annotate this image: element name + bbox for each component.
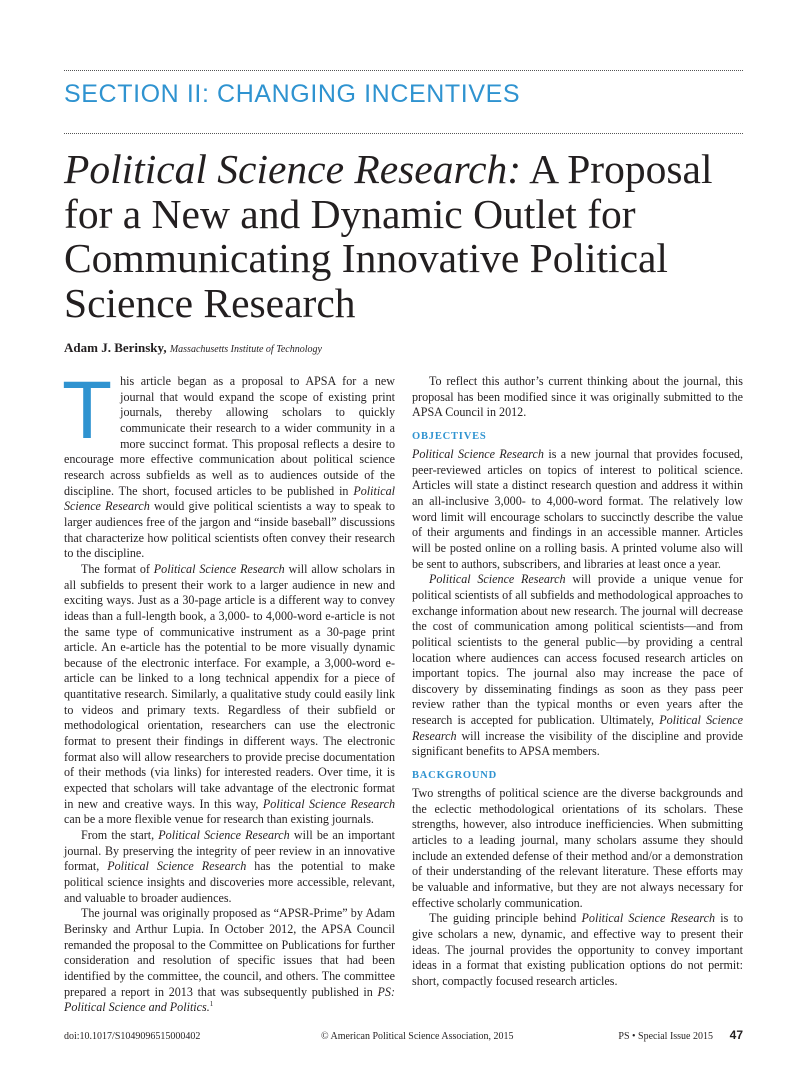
text-run: Two strengths of political science are the diverse backgrounds and the eclectic methodological orientations of its scholars. These strengths, however, also introduce inefficiencies. When submitting articles to a leading journal, many scholars assume they should include an extended defense of their method and/or a demonstration of their understanding of the relevant literature. These efforts may be valuable and informative, but they are not always necessary for effective scholarly communication. <box>412 786 743 910</box>
text-run: is a new journal that provides focused, peer-reviewed articles on topics of interest to political science. Articles will state a distinct research question and address it within an all-inclusive 3,000- to 4,000-word format. The relatively low word limit will encourage scholars to succinctly describe the value of their arguments and findings in an accessible manner. Articles will be posted online on a rolling basis. A printed volume also will be sent to authors, subscribers, and libraries at least once a year. <box>412 446 744 571</box>
page-footer <box>64 1028 743 1044</box>
text-run: has the potential to make political science insights and discoveries more accessible, relevant, and valuable to broader audiences. <box>64 859 395 905</box>
body-paragraph <box>64 828 395 906</box>
text-run: The journal was originally proposed as “APSR-Prime” by Adam Berinsky and Arthur Lupia. In October 2012, the APSA Council remanded the proposal to the Committee on Publications for further consideration and resolution of specific issues that had been identified by the committee, the council, and others. The committee prepared a report in 2013 that was subsequently published in <box>64 906 395 999</box>
text-run: his article began as a proposal to APSA for a new journal that would expand the scope of existing print journals, thereby allowing scholars to quickly communicate their research to a wider community in a more succinct format. This proposal reflects a desire to encourage more effective communication about political science research across subfields as well as to audiences outside of the discipline. The short, focused articles to be published in <box>64 374 395 498</box>
footnote-marker[interactable]: 1 <box>209 1000 214 1009</box>
text-run: To reflect this author’s current thinking about the journal, this proposal has been modified since it was originally submitted to the APSA Council in 2012. <box>412 374 743 420</box>
journal-name: Political Science Research <box>412 446 544 461</box>
top-divider <box>64 70 743 71</box>
journal-name: Political Science Research <box>158 828 290 843</box>
journal-name: Political Science Research <box>64 483 395 514</box>
text-run: would give political scientists a way to speak to larger audiences free of the jargon and “inside baseball” discussions that characterize how political scientists often convey their research to the discipline. <box>64 499 396 561</box>
text-run: The format of <box>81 561 154 576</box>
body-paragraph <box>64 562 395 828</box>
section-label: SECTION II: CHANGING INCENTIVES <box>64 80 521 108</box>
journal-name: PS: Political Science and Politics. <box>64 984 395 1015</box>
section-divider <box>64 133 743 134</box>
drop-cap: T <box>62 365 113 456</box>
body-paragraph <box>412 911 743 989</box>
article-title <box>64 147 754 325</box>
text-run: will increase the visibility of the discipline and provide significant benefits to APSA members. <box>412 728 743 759</box>
right-column <box>412 374 743 990</box>
journal-name: Political Science Research <box>107 859 247 874</box>
journal-name: Political Science Research <box>153 561 285 576</box>
journal-name: Political Science Research <box>429 572 566 587</box>
copyright-notice: © American Political Science Association, 2015 <box>321 1031 514 1042</box>
objectives-heading: OBJECTIVES <box>412 430 487 442</box>
journal-name: Political Science Research <box>262 796 395 811</box>
body-paragraph <box>64 906 395 1016</box>
journal-issue: PS • Special Issue 2015 <box>618 1031 713 1042</box>
text-run: will allow scholars in all subfields to present their work to a larger audience in new and exciting ways. Just as a 30-page article is a different way to convey ideas than a full-length book, a 3,000- to 4,000-word e-article is not the same type of communicative instrument as a 30-page print article. An e-article has the potential to be more visually dynamic because of the electronic interface. For example, a 3,000-word e-article can be linked to a long technical appendix for a piece of quantitative research. Similarly, a qualitative study could easily link to videos and primary texts. Regardless of their subfield or methodological orientation, researchers can use the electronic format to present their findings in different ways. The electronic format also will allow researchers to provide precise documentation of their methods (via links) for interested readers. Over time, it is expected that scholars will take advantage of the electronic format in new and creative ways. In this way, <box>64 561 396 811</box>
author-name: Adam J. Berinsky, <box>64 340 167 355</box>
intro-paragraph <box>412 374 743 421</box>
body-paragraph <box>412 572 743 760</box>
body-paragraph <box>62 365 396 562</box>
text-run: is to give scholars a new, dynamic, and effective way to present their ideas. The journal provides the opportunity to convey important ideas in a format that existing publication options do not permit: short, compactly focused research articles. <box>412 911 744 988</box>
page-number: 47 <box>729 1028 743 1042</box>
left-column <box>62 365 396 1016</box>
text-run: From the start, <box>81 828 159 843</box>
background-heading: BACKGROUND <box>412 770 498 782</box>
body-paragraph <box>412 447 743 572</box>
journal-name: Political Science Research <box>412 713 743 743</box>
author-affiliation: Massachusetts Institute of Technology <box>169 344 322 355</box>
title-roman: A Proposal for a New and Dynamic Outlet for Communicating Innovative Political Science Research <box>64 146 713 326</box>
text-run: can be a more flexible venue for research than existing journals. <box>64 812 374 827</box>
journal-name: Political Science Research <box>581 911 716 926</box>
doi-link[interactable]: doi:10.1017/S1049096515000402 <box>64 1031 201 1042</box>
body-paragraph <box>412 786 743 911</box>
text-run: will be an important journal. By preserving the integrity of peer review in an innovative format, <box>64 828 396 874</box>
byline <box>64 340 322 356</box>
text-run: The guiding principle behind <box>429 911 582 926</box>
title-italic: Political Science Research: <box>64 146 522 192</box>
text-run: will provide a unique venue for political scientists of all subfields and methodological approaches to exchange information about new research. The journal will decrease the cost of communication among political scientists—and from political scientists to the general public—by providing a central location where audiences can access focused research articles on important topics. The journal also may increase the pace of discovery by disseminating findings as soon as they pass peer review rather than the typical months or even years after the research is accepted for publication. Ultimately, <box>412 572 743 728</box>
